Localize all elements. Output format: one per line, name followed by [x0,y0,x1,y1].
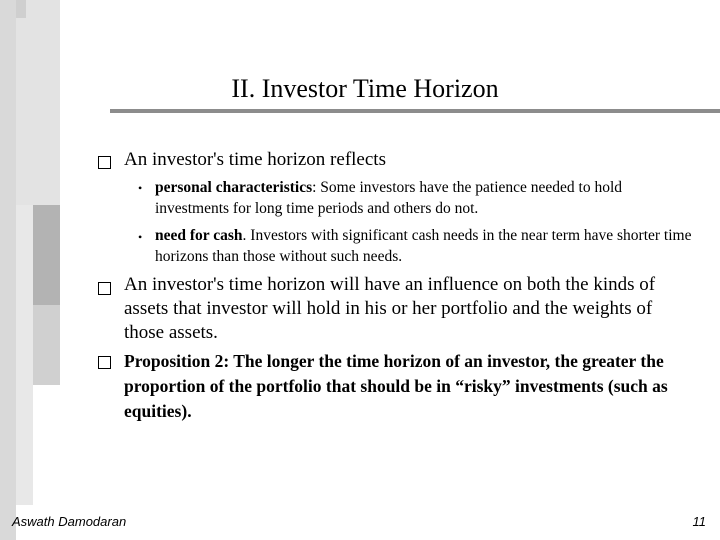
sub-point-text: . Investors with significant cash needs in the near term have shorter time horizons than those without such needs. [155,227,692,265]
dot-bullet-icon: • [138,181,143,195]
square-bullet-icon [98,282,111,295]
bullet-point-2: An investor's time horizon will have an influence on both the kinds of assets that investor will hold in his or her portfolio and the weights of those assets. [124,274,656,343]
footer-author: Aswath Damodaran [12,514,127,529]
sub-point-text: : Some investors have the patience needed to hold investments for long time periods and others do not. [155,179,623,217]
bullet-point-1: An investor's time horizon reflects [124,149,386,170]
bullet-point-3: Proposition 2: The longer the time horizon of an investor, the greater the proportion of the portfolio that should be in “risky” investments (such as equities). [124,351,668,421]
square-bullet-icon [98,356,111,369]
title-divider [110,109,720,113]
decorative-bar [16,0,60,205]
decorative-bar [33,205,60,305]
decorative-bar [0,0,16,540]
dot-bullet-icon: • [138,230,143,244]
sub-point-term: need for cash [155,227,243,244]
slide-title: II. Investor Time Horizon [231,74,499,103]
decorative-bar [33,305,60,385]
square-bullet-icon [98,156,111,169]
sub-point-2 [155,225,695,267]
page-number: 11 [692,514,706,529]
sub-point-term: personal characteristics [155,179,313,196]
sub-point-1 [155,177,695,219]
decorative-bar [16,205,33,505]
decorative-bar [16,0,26,18]
